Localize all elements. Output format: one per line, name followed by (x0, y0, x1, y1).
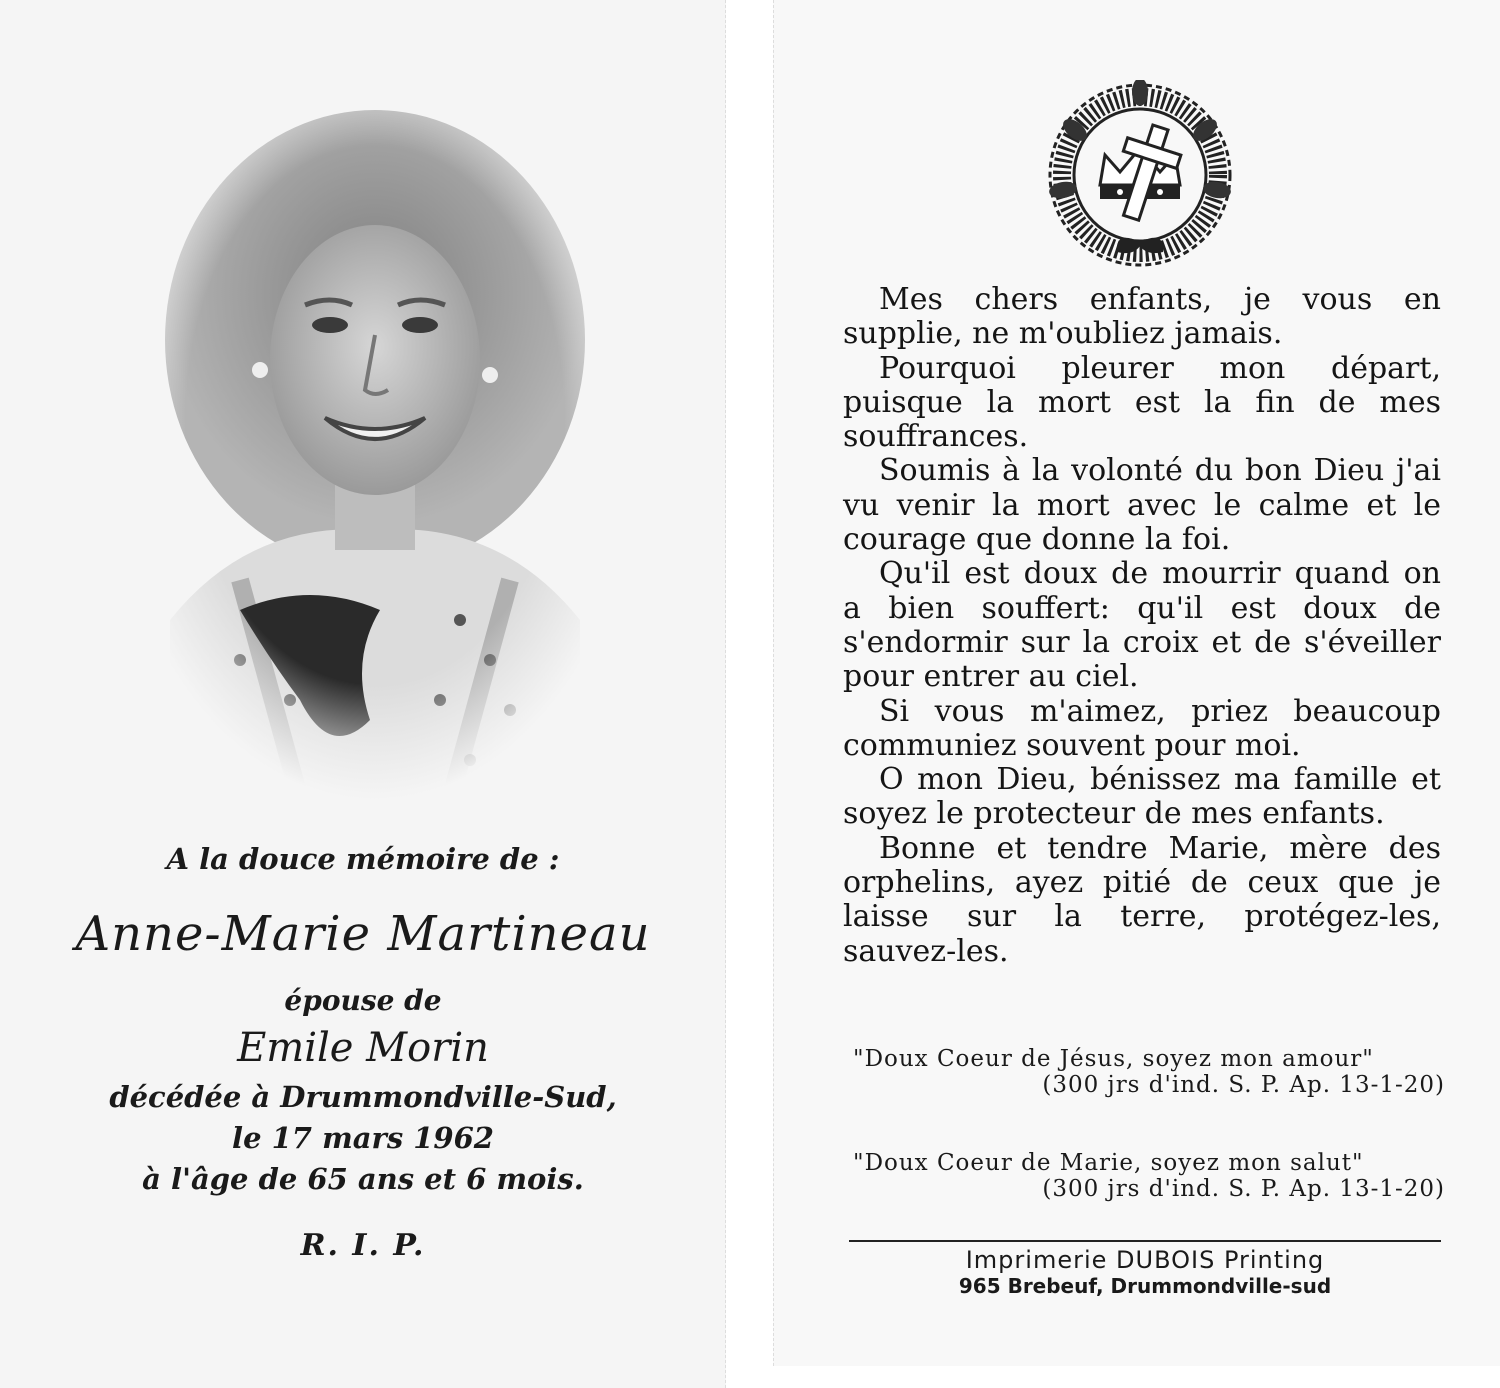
prayer-paragraph: Pourquoi pleurer mon départ, puisque la mort est la fin de mes souffrances. (843, 350, 1441, 455)
printer-address: 965 Brebeuf, Drummondville-sud (958, 1274, 1332, 1298)
rip-text: R. I. P. (300, 1228, 426, 1263)
invocation-heart-of-mary (853, 1150, 1445, 1202)
prayer-paragraph: O mon Dieu, bénissez ma famille et soyez le protecteur de mes enfants. (843, 762, 1441, 832)
invocation-sacred-heart (853, 1046, 1445, 1098)
printer-name: Imprimerie DUBOIS Printing (965, 1246, 1325, 1274)
prayer-text (843, 283, 1441, 969)
prayer-paragraph: Bonne et tendre Marie, mère des orphelins, ayez pitié de ceux que je laisse sur la terre, protégez-les, sauvez-les. (843, 830, 1441, 969)
indulgence-reference: (300 jrs d'ind. S. P. Ap. 13-1-20) (1042, 1072, 1445, 1098)
divider (849, 1240, 1441, 1242)
invocation-text: "Doux Coeur de Jésus, soyez mon amour" (853, 1046, 1374, 1072)
intro-text: A la douce mémoire de : (166, 842, 560, 876)
prayer-paragraph: Mes chers enfants, je vous en supplie, ne m'oubliez jamais. (843, 282, 1441, 352)
prayer-paragraph: Qu'il est doux de mourrir quand on a bien souffert: qu'il est doux de s'endormir sur la croix et de s'éveiller pour entrer au ciel. (843, 556, 1441, 695)
death-place: décédée à Drummondville-Sud, (109, 1080, 617, 1114)
age-at-death: à l'âge de 65 ans et 6 mois. (142, 1162, 584, 1196)
crown-cross-wreath-icon (1045, 80, 1235, 270)
portrait-photo (130, 100, 620, 800)
prayer-paragraph: Soumis à la volonté du bon Dieu j'ai vu venir la mort avec le calme et le courage que donne la foi. (843, 453, 1441, 558)
indulgence-reference: (300 jrs d'ind. S. P. Ap. 13-1-20) (1042, 1176, 1445, 1202)
memorial-card-front (0, 0, 726, 1388)
spouse-label: épouse de (284, 984, 442, 1017)
spouse-name: Emile Morin (237, 1025, 489, 1071)
death-date: le 17 mars 1962 (232, 1121, 494, 1155)
prayer-paragraph: Si vous m'aimez, priez beaucoup communiez souvent pour moi. (843, 693, 1441, 763)
deceased-name: Anne-Marie Martineau (75, 906, 651, 962)
invocation-text: "Doux Coeur de Marie, soyez mon salut" (853, 1150, 1364, 1176)
